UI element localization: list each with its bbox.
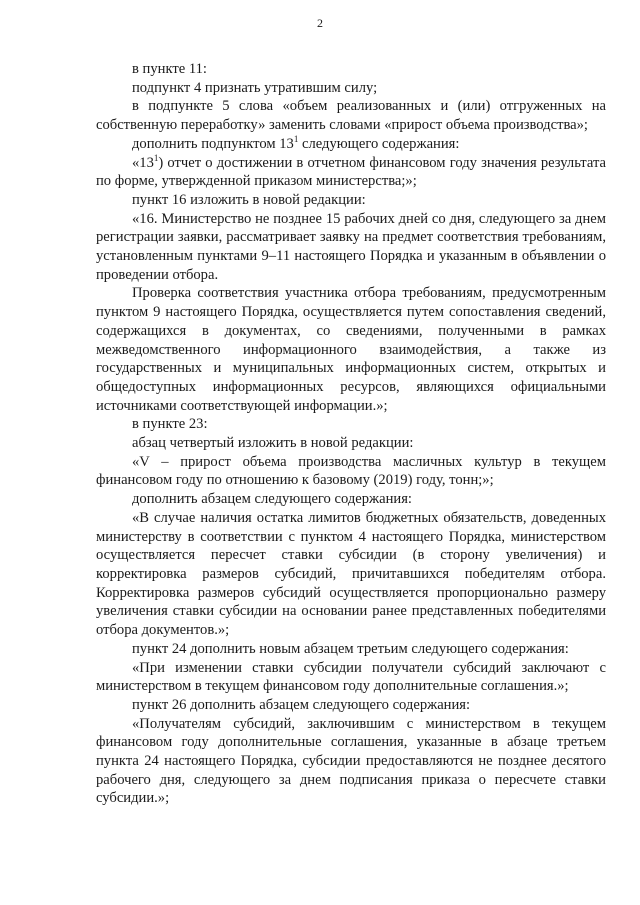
page-number: 2: [317, 16, 323, 30]
paragraph-text-post: ) отчет о достижении в отчетном финансовом году значения результата по форме, утвержденной приказом министерства;»;: [96, 154, 606, 190]
paragraph-subitem-5: в подпункте 5 слова «объем реализованных и (или) отгруженных на собственную переработку» заменить словами «прирост объема производства»;: [96, 98, 606, 134]
paragraph-item-11-intro: в пункте 11:: [132, 61, 207, 77]
superscript-index: 1: [293, 133, 299, 144]
paragraph-limits-balance: «В случае наличия остатка лимитов бюджетных обязательств, доведенных министерству в соответствии с пунктом 4 настоящего Порядка, министерством осуществляется пересчет ставки субсидии (в сторону увеличения) и корректировка размеров субсидий, причитавшихся победителям отбора. Корректировка размеров субсидий осуществляется пропорционально размеру увеличения ставки субсидии на основании ранее представленных победителями отбора документов.»;: [96, 509, 606, 639]
paragraph-text-pre: «13: [132, 154, 154, 171]
paragraph-subitem-13-1-text: [96, 154, 606, 191]
paragraph-item-16-text: «16. Министерство не позднее 15 рабочих дней со дня, следующего за днем регистрации заявки, рассматривает заявку на предмет соответствия требованиям, установленным пунктами 9–11 настоящего Порядка и указанным в объявлении о проведении отбора.: [96, 210, 606, 283]
paragraph-item-26-intro: пункт 26 дополнить абзацем следующего содержания:: [132, 696, 471, 713]
paragraph-rate-change: «При изменении ставки субсидии получатели субсидий заключают с министерством в текущем финансовом году дополнительные соглашения.»;: [96, 659, 606, 695]
superscript-index: 1: [153, 152, 159, 163]
document-body: [96, 60, 606, 808]
paragraph-fourth-clause: абзац четвертый изложить в новой редакции:: [132, 435, 414, 452]
paragraph-item-16-intro: пункт 16 изложить в новой редакции:: [132, 191, 366, 208]
paragraph-v-definition: «V – прирост объема производства масличных культур в текущем финансовом году по отношению к базовому (2019) году, тонн;»;: [96, 453, 606, 489]
paragraph-subitem-4: подпункт 4 признать утратившим силу;: [132, 79, 378, 96]
paragraph-text-pre: дополнить подпунктом 13: [132, 135, 294, 152]
paragraph-add-subitem-13-1: [96, 135, 606, 154]
paragraph-text-post: следующего содержания:: [298, 135, 460, 152]
paragraph-item-23-intro: в пункте 23:: [132, 416, 208, 433]
paragraph-subsidy-recipients: «Получателям субсидий, заключившим с министерством в текущем финансовом году дополнительные соглашения, указанные в абзаце третьем пункта 24 настоящего Порядка, субсидии предоставляются не позднее десятого рабочего дня, следующего за днем подписания приказа о пересчете ставки субсидии.»;: [96, 715, 606, 807]
paragraph-item-24-intro: пункт 24 дополнить новым абзацем третьим следующего содержания:: [132, 640, 569, 657]
paragraph-verification: Проверка соответствия участника отбора требованиям, предусмотренным пунктом 9 настоящего Порядка, осуществляется путем сопоставления сведений, содержащихся в документах, со сведениями, полученными в рамках межведомственного информационного взаимодействия, а также из государственных и муниципальных информационных систем, открытых и общедоступных информационных ресурсов, являющихся официальными источниками соответствующей информации.»;: [96, 285, 606, 414]
paragraph-add-clause: дополнить абзацем следующего содержания:: [132, 491, 412, 508]
